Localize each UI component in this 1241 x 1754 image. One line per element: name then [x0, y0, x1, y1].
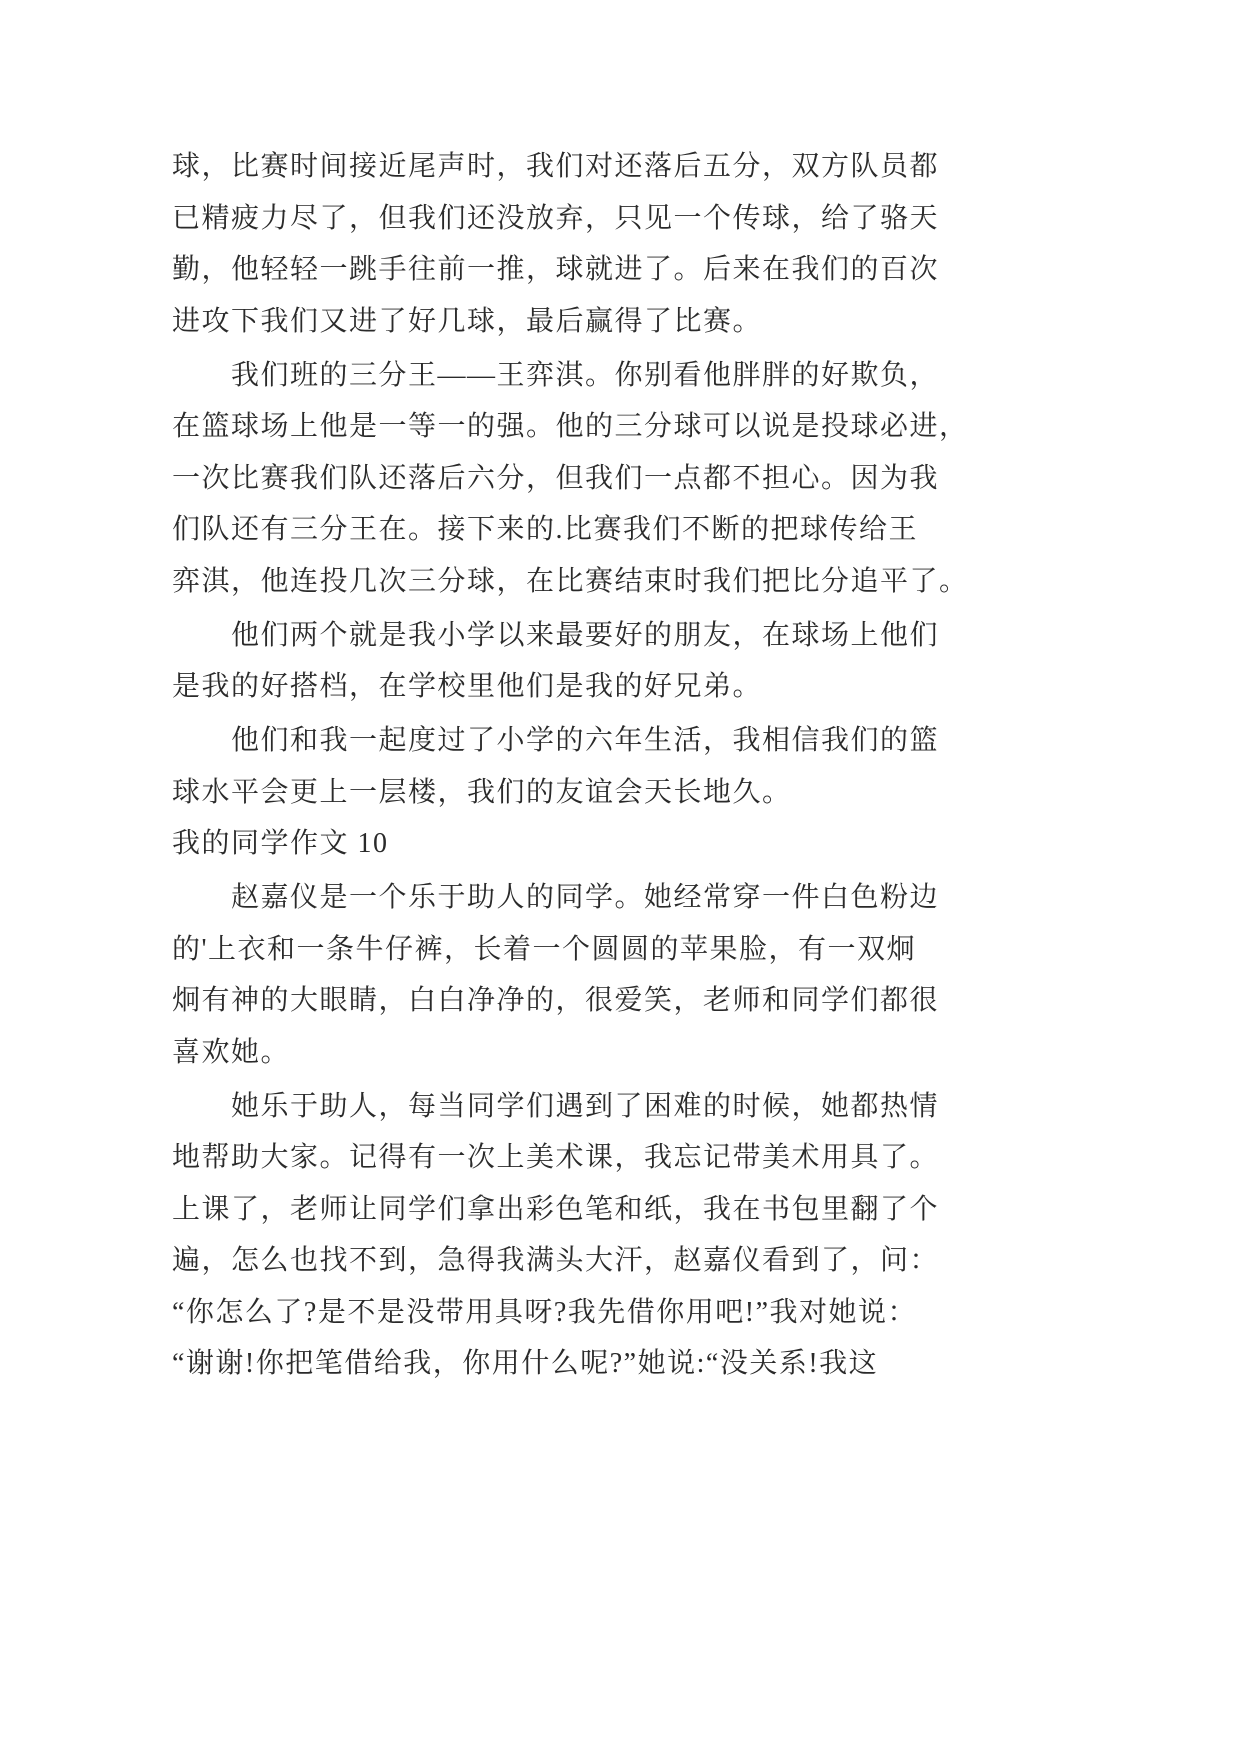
- text-line: 球水平会更上一层楼，我们的友谊会天长地久。: [172, 776, 792, 808]
- paragraph: [172, 1081, 992, 1390]
- text-line: “谢谢!你把笔借给我，你用什么呢?”她说:“没关系!我这: [172, 1348, 879, 1379]
- text-line: 进攻下我们又进了好几球，最后赢得了比赛。: [172, 305, 763, 337]
- text-line: 已精疲力尽了，但我们还没放弃，只见一个传球，给了骆天: [172, 202, 940, 234]
- text-line: 地帮助大家。记得有一次上美术课，我忘记带美术用具了。: [172, 1142, 940, 1173]
- paragraph: [172, 610, 992, 713]
- paragraph: [172, 715, 992, 818]
- text-line: 他们和我一起度过了小学的六年生活，我相信我们的篮: [231, 725, 940, 756]
- text-line: “你怎么了?是不是没带用具呀?我先借你用吧!”我对她说：: [172, 1296, 918, 1328]
- text-line: 勤，他轻轻一跳手往前一推，球就进了。后来在我们的百次: [172, 254, 940, 285]
- text-line: 上课了，老师让同学们拿出彩色笔和纸，我在书包里翻了个: [172, 1193, 940, 1225]
- paragraph: [172, 141, 992, 347]
- text-line: 她乐于助人，每当同学们遇到了困难的时候，她都热情: [231, 1090, 940, 1122]
- text-line: 他们两个就是我小学以来最要好的朋友，在球场上他们: [231, 619, 940, 651]
- text-line: 们队还有三分王在。接下来的.比赛我们不断的把球传给王: [172, 514, 919, 545]
- text-line: 在篮球场上他是一等一的强。他的三分球可以说是投球必进，: [172, 411, 969, 442]
- document-page: [172, 141, 992, 1390]
- section-heading: 我的同学作文 10: [172, 828, 389, 859]
- text-line: 一次比赛我们队还落后六分，但我们一点都不担心。因为我: [172, 462, 940, 494]
- text-line: 弈淇，他连投几次三分球，在比赛结束时我们把比分追平了。: [172, 565, 969, 597]
- text-line: 赵嘉仪是一个乐于助人的同学。她经常穿一件白色粉边: [231, 882, 940, 913]
- text-line: 遍，怎么也找不到，急得我满头大汗，赵嘉仪看到了，问：: [172, 1245, 940, 1276]
- paragraph: [172, 872, 992, 1078]
- text-line: 球，比赛时间接近尾声时，我们对还落后五分，双方队员都: [172, 151, 940, 182]
- text-line: 我们班的三分王——王弈淇。你别看他胖胖的好欺负，: [231, 359, 940, 391]
- text-line: 的'上衣和一条牛仔裤，长着一个圆圆的苹果脸，有一双炯: [172, 933, 917, 965]
- text-line: 炯有神的大眼睛，白白净净的，很爱笑，老师和同学们都很: [172, 985, 940, 1016]
- paragraph: [172, 350, 992, 608]
- text-line: 喜欢她。: [172, 1036, 291, 1068]
- text-line: 是我的好搭档，在学校里他们是我的好兄弟。: [172, 671, 763, 702]
